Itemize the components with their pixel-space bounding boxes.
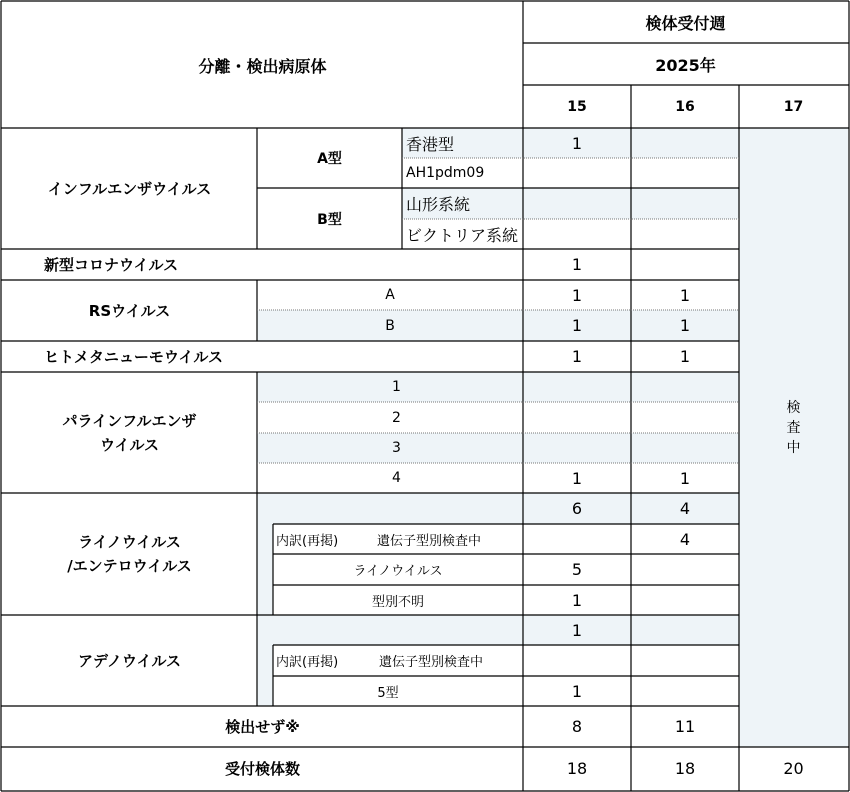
received-w16: 18 [674, 759, 696, 778]
hmpv-label: ヒトメタニューモウイルス [44, 348, 223, 366]
adeno-total-w16 [631, 615, 739, 645]
week-16-header: 16 [675, 98, 695, 115]
parainfluenza-subtype-3: 3 [392, 440, 401, 456]
influenza-ah1-w16 [631, 158, 739, 188]
not-detected-w15: 8 [571, 717, 583, 736]
not-detected-w16: 11 [674, 717, 696, 736]
influenza-yam-w16 [631, 188, 739, 219]
influenza-yam-w15 [523, 188, 631, 219]
rhino-total-w15: 6 [571, 499, 583, 518]
rhino-untyped-w15: 1 [571, 590, 583, 610]
subtype-victoria: ビクトリア系統 [406, 225, 519, 245]
para4-w15: 1 [571, 468, 583, 488]
hmpv-w16: 1 [679, 347, 691, 366]
week-17-status-char-2: 査 [786, 419, 801, 436]
subtype-yamagata: 山形系統 [406, 195, 471, 214]
rs-label: RSウイルス [88, 302, 171, 320]
adeno-breakdown-prefix: 内訳(再掲) [276, 655, 339, 670]
rhino-total-w16: 4 [679, 499, 691, 518]
para1-w15 [523, 372, 631, 402]
pathogen-title: 分離・検出病原体 [198, 56, 327, 76]
para1-w16 [631, 372, 739, 402]
rhino-row-untyped: 型別不明 [371, 594, 424, 610]
week-17-header: 17 [783, 98, 804, 115]
week-17-status [739, 128, 848, 747]
rs-subtype-a: A [385, 287, 395, 303]
parainfluenza-label-line2: ウイルス [99, 435, 160, 454]
shaded-cell [257, 524, 273, 615]
week-title: 検体受付週 [645, 14, 726, 33]
corona-label: 新型コロナウイルス [44, 256, 179, 274]
adeno-genotyping-w16 [631, 645, 739, 676]
influenza-ah1-w15 [523, 158, 631, 188]
rhino-row-genotyping: 遺伝子型別検査中 [377, 533, 482, 549]
influenza-vic-w15 [523, 219, 631, 249]
adeno-row-type5: 5型 [377, 685, 399, 701]
corona-w15: 1 [571, 255, 583, 274]
influenza-type-b: B型 [317, 211, 342, 228]
adeno-row-genotyping: 遺伝子型別検査中 [379, 655, 484, 670]
rhino-row-rhinovirus: ライノウイルス [353, 564, 443, 579]
parainfluenza-subtype-2: 2 [392, 409, 401, 426]
not-detected-label: 検出せず※ [225, 718, 300, 736]
rs-b-w16: 1 [679, 316, 691, 335]
week-17-status-char-1: 検 [786, 399, 801, 416]
subtype-ah1pdm09: AH1pdm09 [406, 165, 485, 181]
subtype-hongkong: 香港型 [406, 134, 455, 154]
rhino-genotyping-w15 [523, 524, 631, 554]
para3-w16 [631, 433, 739, 463]
hmpv-w15: 1 [571, 347, 583, 366]
influenza-hk-w16 [631, 128, 739, 158]
received-label: 受付検体数 [224, 760, 300, 778]
rhino-genotyping-w16: 4 [679, 529, 691, 549]
shaded-cell [257, 645, 273, 706]
para4-w16: 1 [679, 468, 691, 488]
rs-a-w15: 1 [571, 285, 583, 305]
rhino-label [2, 493, 257, 615]
parainfluenza-subtype-1: 1 [392, 379, 401, 395]
corona-w16 [631, 249, 739, 280]
influenza-hk-w15: 1 [571, 133, 583, 153]
rhino-rhinovirus-w16 [631, 554, 739, 585]
parainfluenza-label [2, 372, 257, 493]
adeno-type5-w16 [631, 676, 739, 706]
influenza-label: インフルエンザウイルス [47, 180, 212, 198]
parainfluenza-subtype-4: 4 [392, 470, 401, 486]
parainfluenza-label-line1: パラインフルエンザ [62, 411, 197, 430]
rs-b-w15: 1 [571, 316, 583, 335]
para2-w15 [523, 402, 631, 433]
rs-subtype-b: B [385, 317, 395, 334]
rhino-rhinovirus-w15: 5 [571, 560, 583, 579]
adeno-label: アデノウイルス [77, 652, 182, 670]
week-17-status-char-3: 中 [786, 439, 801, 456]
adeno-genotyping-w15 [523, 645, 631, 676]
received-w17: 20 [783, 759, 804, 778]
rhino-untyped-w16 [631, 585, 739, 615]
rhino-label-line2: /エンテロウイルス [67, 557, 192, 575]
rhino-label-line1: ライノウイルス [78, 533, 181, 551]
para2-w16 [631, 402, 739, 433]
week-15-header: 15 [567, 98, 587, 115]
influenza-vic-w16 [631, 219, 739, 249]
influenza-type-a: A型 [317, 151, 342, 167]
para3-w15 [523, 433, 631, 463]
rs-a-w16: 1 [679, 285, 691, 305]
rhino-breakdown-prefix: 内訳(再掲) [276, 533, 339, 549]
adeno-type5-w15: 1 [571, 681, 583, 701]
adeno-total-w15: 1 [571, 620, 583, 640]
year-label: 2025年 [655, 55, 716, 75]
received-w15: 18 [566, 759, 588, 778]
